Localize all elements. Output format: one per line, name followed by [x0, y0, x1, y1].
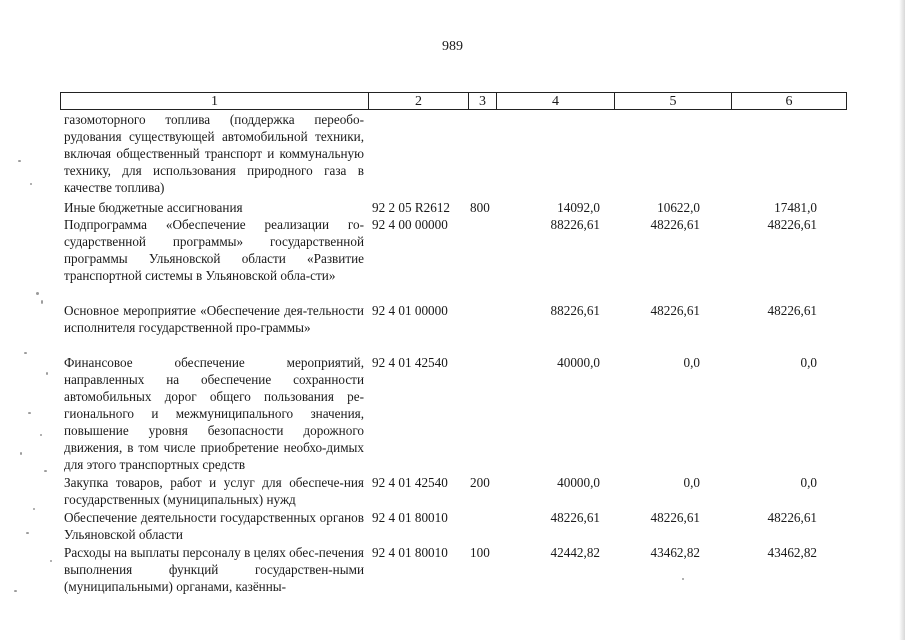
row-code: 92 4 00 00000: [372, 217, 448, 232]
row-value-3: 48226,61: [767, 510, 817, 525]
row-value-2: 0,0: [683, 475, 700, 490]
row-value-2: 48226,61: [650, 217, 700, 232]
row-expense-type: 100: [470, 545, 490, 560]
row-value-3: 0,0: [800, 355, 817, 370]
row-value-1: 40000,0: [557, 355, 600, 370]
row-name: Финансовое обеспечение мероприятий, направленных на обеспечение сохранности автомобильных дорог общего пользования ре-гионального и межмуниципального значения, повышение уровня безопасности дорожного движения, в том числе приобретение необхо-димых для этого транспортных средств: [64, 355, 364, 472]
header-col-1: 1: [61, 93, 369, 109]
row-code: 92 4 01 42540: [372, 475, 448, 490]
row-expense-type: 800: [470, 200, 490, 215]
row-expense-type: 200: [470, 475, 490, 490]
row-value-3: 48226,61: [767, 217, 817, 232]
row-name: Основное мероприятие «Обеспечение дея-тельности исполнителя государственной про-граммы»: [64, 303, 364, 335]
row-value-3: 43462,82: [767, 545, 817, 560]
table-header-row: [60, 92, 847, 110]
row-code: 92 2 05 R2612: [372, 200, 451, 215]
row-name: Обеспечение деятельности государственных органов Ульяновской области: [64, 510, 364, 542]
row-value-2: 0,0: [683, 355, 700, 370]
row-value-1: 14092,0: [557, 200, 600, 215]
row-name: Подпрограмма «Обеспечение реализации го-сударственной программы» государственной программы Ульяновской области «Развитие транспортной системы в Ульяновской обла-сти»: [64, 217, 364, 283]
row-name: Закупка товаров, работ и услуг для обеспече-ния государственных (муниципальных) нужд: [64, 475, 364, 507]
row-value-3: 17481,0: [774, 200, 817, 215]
row-value-1: 48226,61: [550, 510, 600, 525]
row-value-1: 88226,61: [550, 217, 600, 232]
row-value-2: 10622,0: [657, 200, 700, 215]
row-value-3: 48226,61: [767, 303, 817, 318]
header-col-4: 4: [497, 93, 615, 109]
scan-edge-shadow: [899, 0, 905, 640]
page-number: 989: [442, 39, 463, 54]
row-value-2: 43462,82: [650, 545, 700, 560]
row-value-1: 40000,0: [557, 475, 600, 490]
header-col-6: 6: [785, 94, 793, 109]
row-name: Расходы на выплаты персоналу в целях обес-печения выполнения функций государствен-ными (муниципальными) органами, казённы-: [64, 545, 364, 594]
row-code: 92 4 01 42540: [372, 355, 448, 370]
row-value-2: 48226,61: [650, 510, 700, 525]
row-name: Иные бюджетные ассигнования: [64, 200, 243, 215]
header-col-5: 5: [615, 93, 732, 109]
row-value-1: 42442,82: [550, 545, 600, 560]
header-col-3: 3: [469, 93, 497, 109]
row-name: газомоторного топлива (поддержка переобо-рудования существующей автомобильной техники, включая общественный транспорт и коммунальную технику, для использования природного газа в качестве топлива): [64, 112, 364, 195]
header-col-2: 2: [369, 93, 469, 109]
row-value-3: 0,0: [800, 475, 817, 490]
row-code: 92 4 01 80010: [372, 510, 448, 525]
row-code: 92 4 01 00000: [372, 303, 448, 318]
row-value-1: 88226,61: [550, 303, 600, 318]
row-value-2: 48226,61: [650, 303, 700, 318]
row-code: 92 4 01 80010: [372, 545, 448, 560]
